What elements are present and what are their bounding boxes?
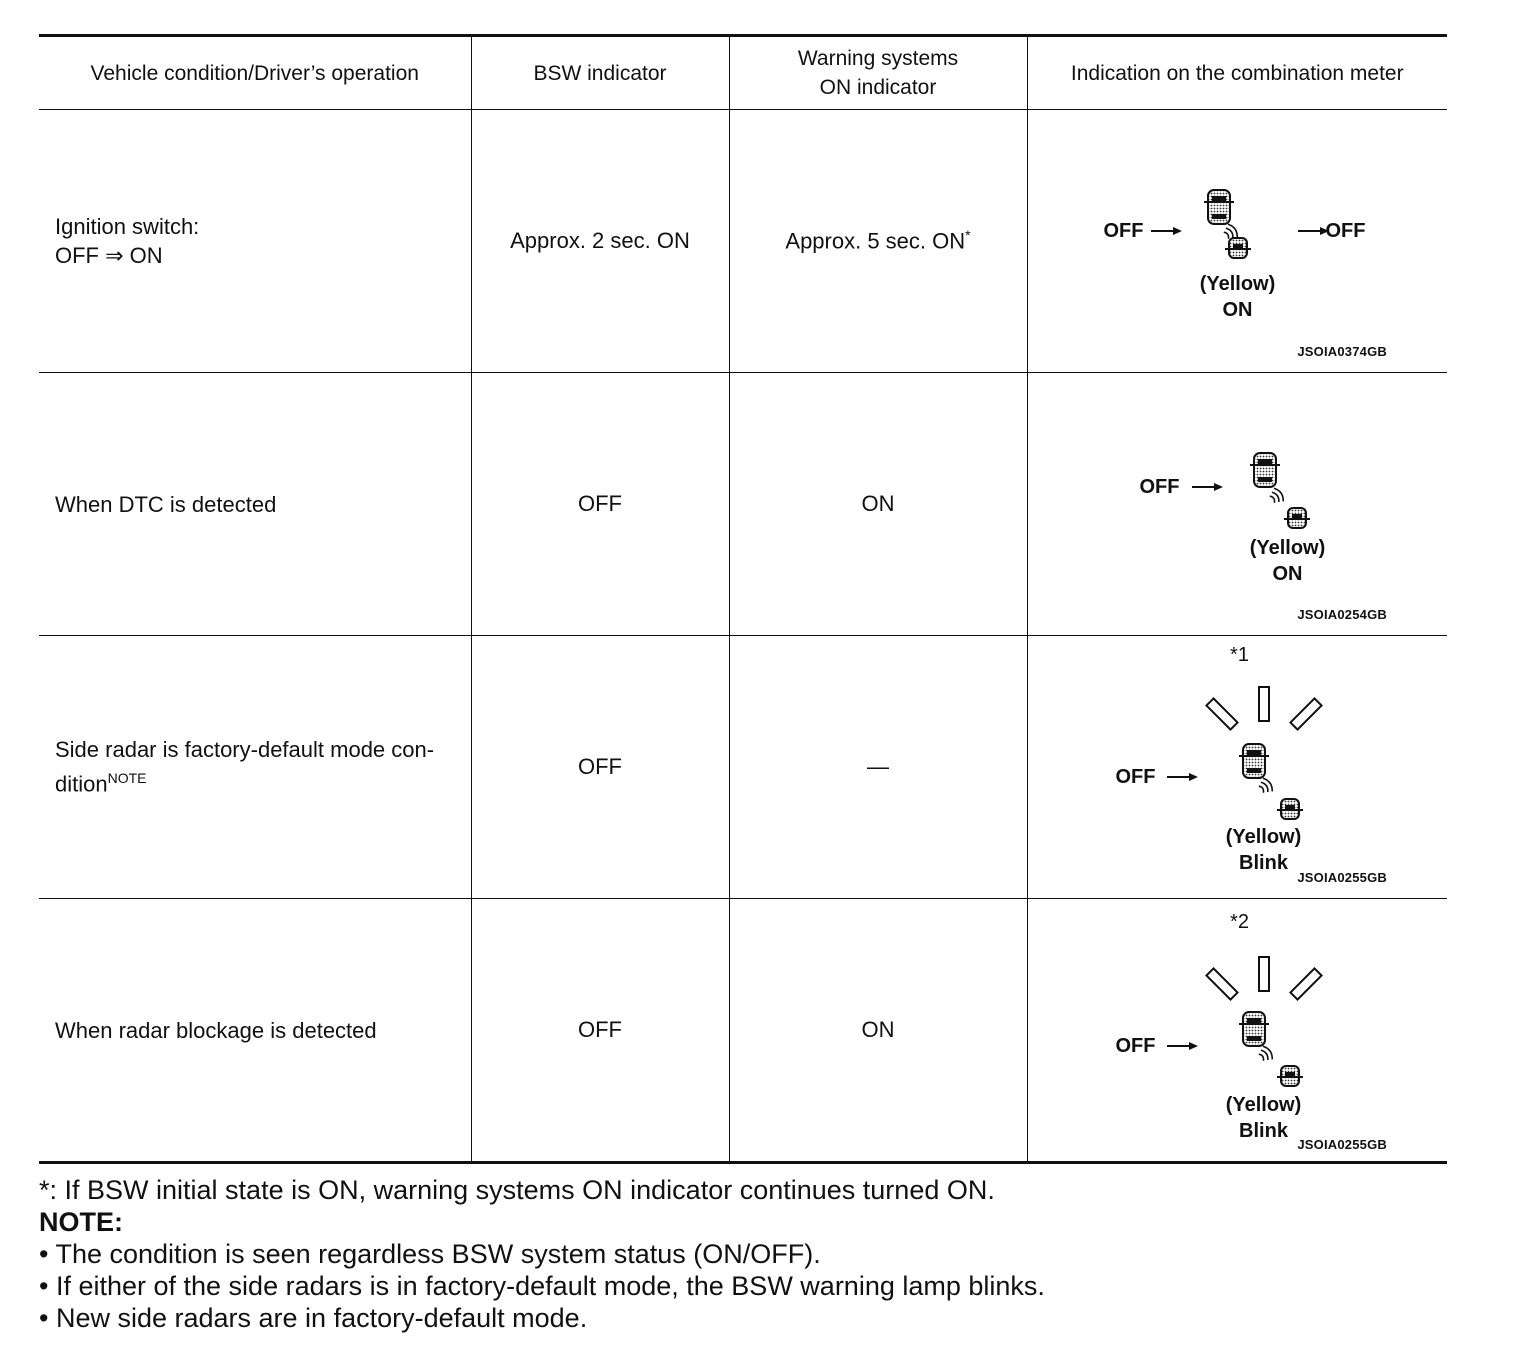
meter-indication-cell	[1027, 110, 1447, 373]
color-text: (Yellow)	[1225, 1094, 1302, 1116]
footnote-mark: *	[965, 227, 971, 244]
off-label: OFF	[1325, 220, 1366, 242]
figure-code: JSOIA0254GB	[1297, 607, 1387, 622]
footnote-mark: *1	[1230, 644, 1249, 666]
condition-cell: When radar blockage is detected	[39, 899, 471, 1163]
off-label: OFF	[1103, 220, 1144, 242]
bsw-lamp-diagram	[1028, 373, 1448, 635]
note-bullet: • The condition is seen regardless BSW system status (ON/OFF).	[39, 1239, 821, 1269]
figure-code: JSOIA0255GB	[1297, 870, 1387, 885]
condition-cell	[39, 636, 471, 899]
warning-indicator-cell: —	[729, 636, 1027, 899]
note-mark: NOTE	[107, 770, 147, 787]
header-warning-systems: Warning systems ON indicator	[729, 36, 1027, 110]
color-text: (Yellow)	[1199, 273, 1276, 295]
warning-indicator-cell: ON	[729, 373, 1027, 636]
header-vehicle-condition: Vehicle condition/Driver’s operation	[39, 36, 471, 110]
table-header-row	[39, 36, 1447, 110]
figure-code: JSOIA0374GB	[1297, 344, 1387, 359]
state-text: Blink	[1239, 1120, 1288, 1142]
meter-indication-cell	[1027, 373, 1447, 636]
warning-text: Approx. 5 sec. ON	[785, 228, 966, 254]
meter-illustration	[1028, 110, 1448, 372]
color-text: (Yellow)	[1249, 537, 1326, 559]
bsw-indicator-cell: Approx. 2 sec. ON	[471, 110, 729, 373]
footnote-mark: *2	[1230, 911, 1249, 933]
meter-indication-cell	[1027, 636, 1447, 899]
meter-illustration	[1028, 636, 1448, 898]
note-bullet: • If either of the side radars is in factory-default mode, the BSW warning lamp blinks.	[39, 1271, 1045, 1301]
condition-cell	[39, 110, 471, 373]
meter-indication-cell	[1027, 899, 1447, 1163]
condition-text: Side radar is factory-default mode con- dition	[55, 737, 435, 797]
table-row	[39, 373, 1447, 636]
condition-cell: When DTC is detected	[39, 373, 471, 636]
note-bullet: • New side radars are in factory-default mode.	[39, 1303, 588, 1333]
state-text: ON	[1272, 563, 1303, 585]
table-row	[39, 110, 1447, 373]
bsw-indicator-cell: OFF	[471, 373, 729, 636]
bsw-indicator-cell: OFF	[471, 899, 729, 1163]
color-label	[1178, 271, 1298, 323]
footnote-text: *: If BSW initial state is ON, warning systems ON indicator continues turned ON.	[39, 1175, 995, 1205]
off-label: OFF	[1115, 1035, 1156, 1057]
meter-illustration	[1028, 373, 1448, 635]
note-heading: NOTE:	[39, 1207, 123, 1237]
warning-indicator-cell: ON	[729, 899, 1027, 1163]
bsw-indicator-table	[39, 34, 1447, 1164]
notes-section	[39, 1174, 1045, 1334]
bsw-lamp-diagram	[1028, 110, 1448, 372]
off-label: OFF	[1139, 476, 1180, 498]
state-text: ON	[1222, 299, 1253, 321]
figure-code: JSOIA0255GB	[1297, 1137, 1387, 1152]
color-text: (Yellow)	[1225, 826, 1302, 848]
table-row	[39, 636, 1447, 899]
color-label	[1228, 535, 1348, 587]
condition-text: Ignition switch:	[55, 214, 200, 239]
condition-text: OFF ⇒ ON	[55, 243, 163, 268]
header-combination-meter: Indication on the combination meter	[1027, 36, 1447, 110]
header-bsw-indicator: BSW indicator	[471, 36, 729, 110]
off-label: OFF	[1115, 766, 1156, 788]
color-label	[1204, 824, 1324, 876]
meter-illustration	[1028, 899, 1448, 1161]
bsw-indicator-cell: OFF	[471, 636, 729, 899]
table-row	[39, 899, 1447, 1163]
state-text: Blink	[1239, 852, 1288, 874]
warning-indicator-cell	[729, 110, 1027, 373]
